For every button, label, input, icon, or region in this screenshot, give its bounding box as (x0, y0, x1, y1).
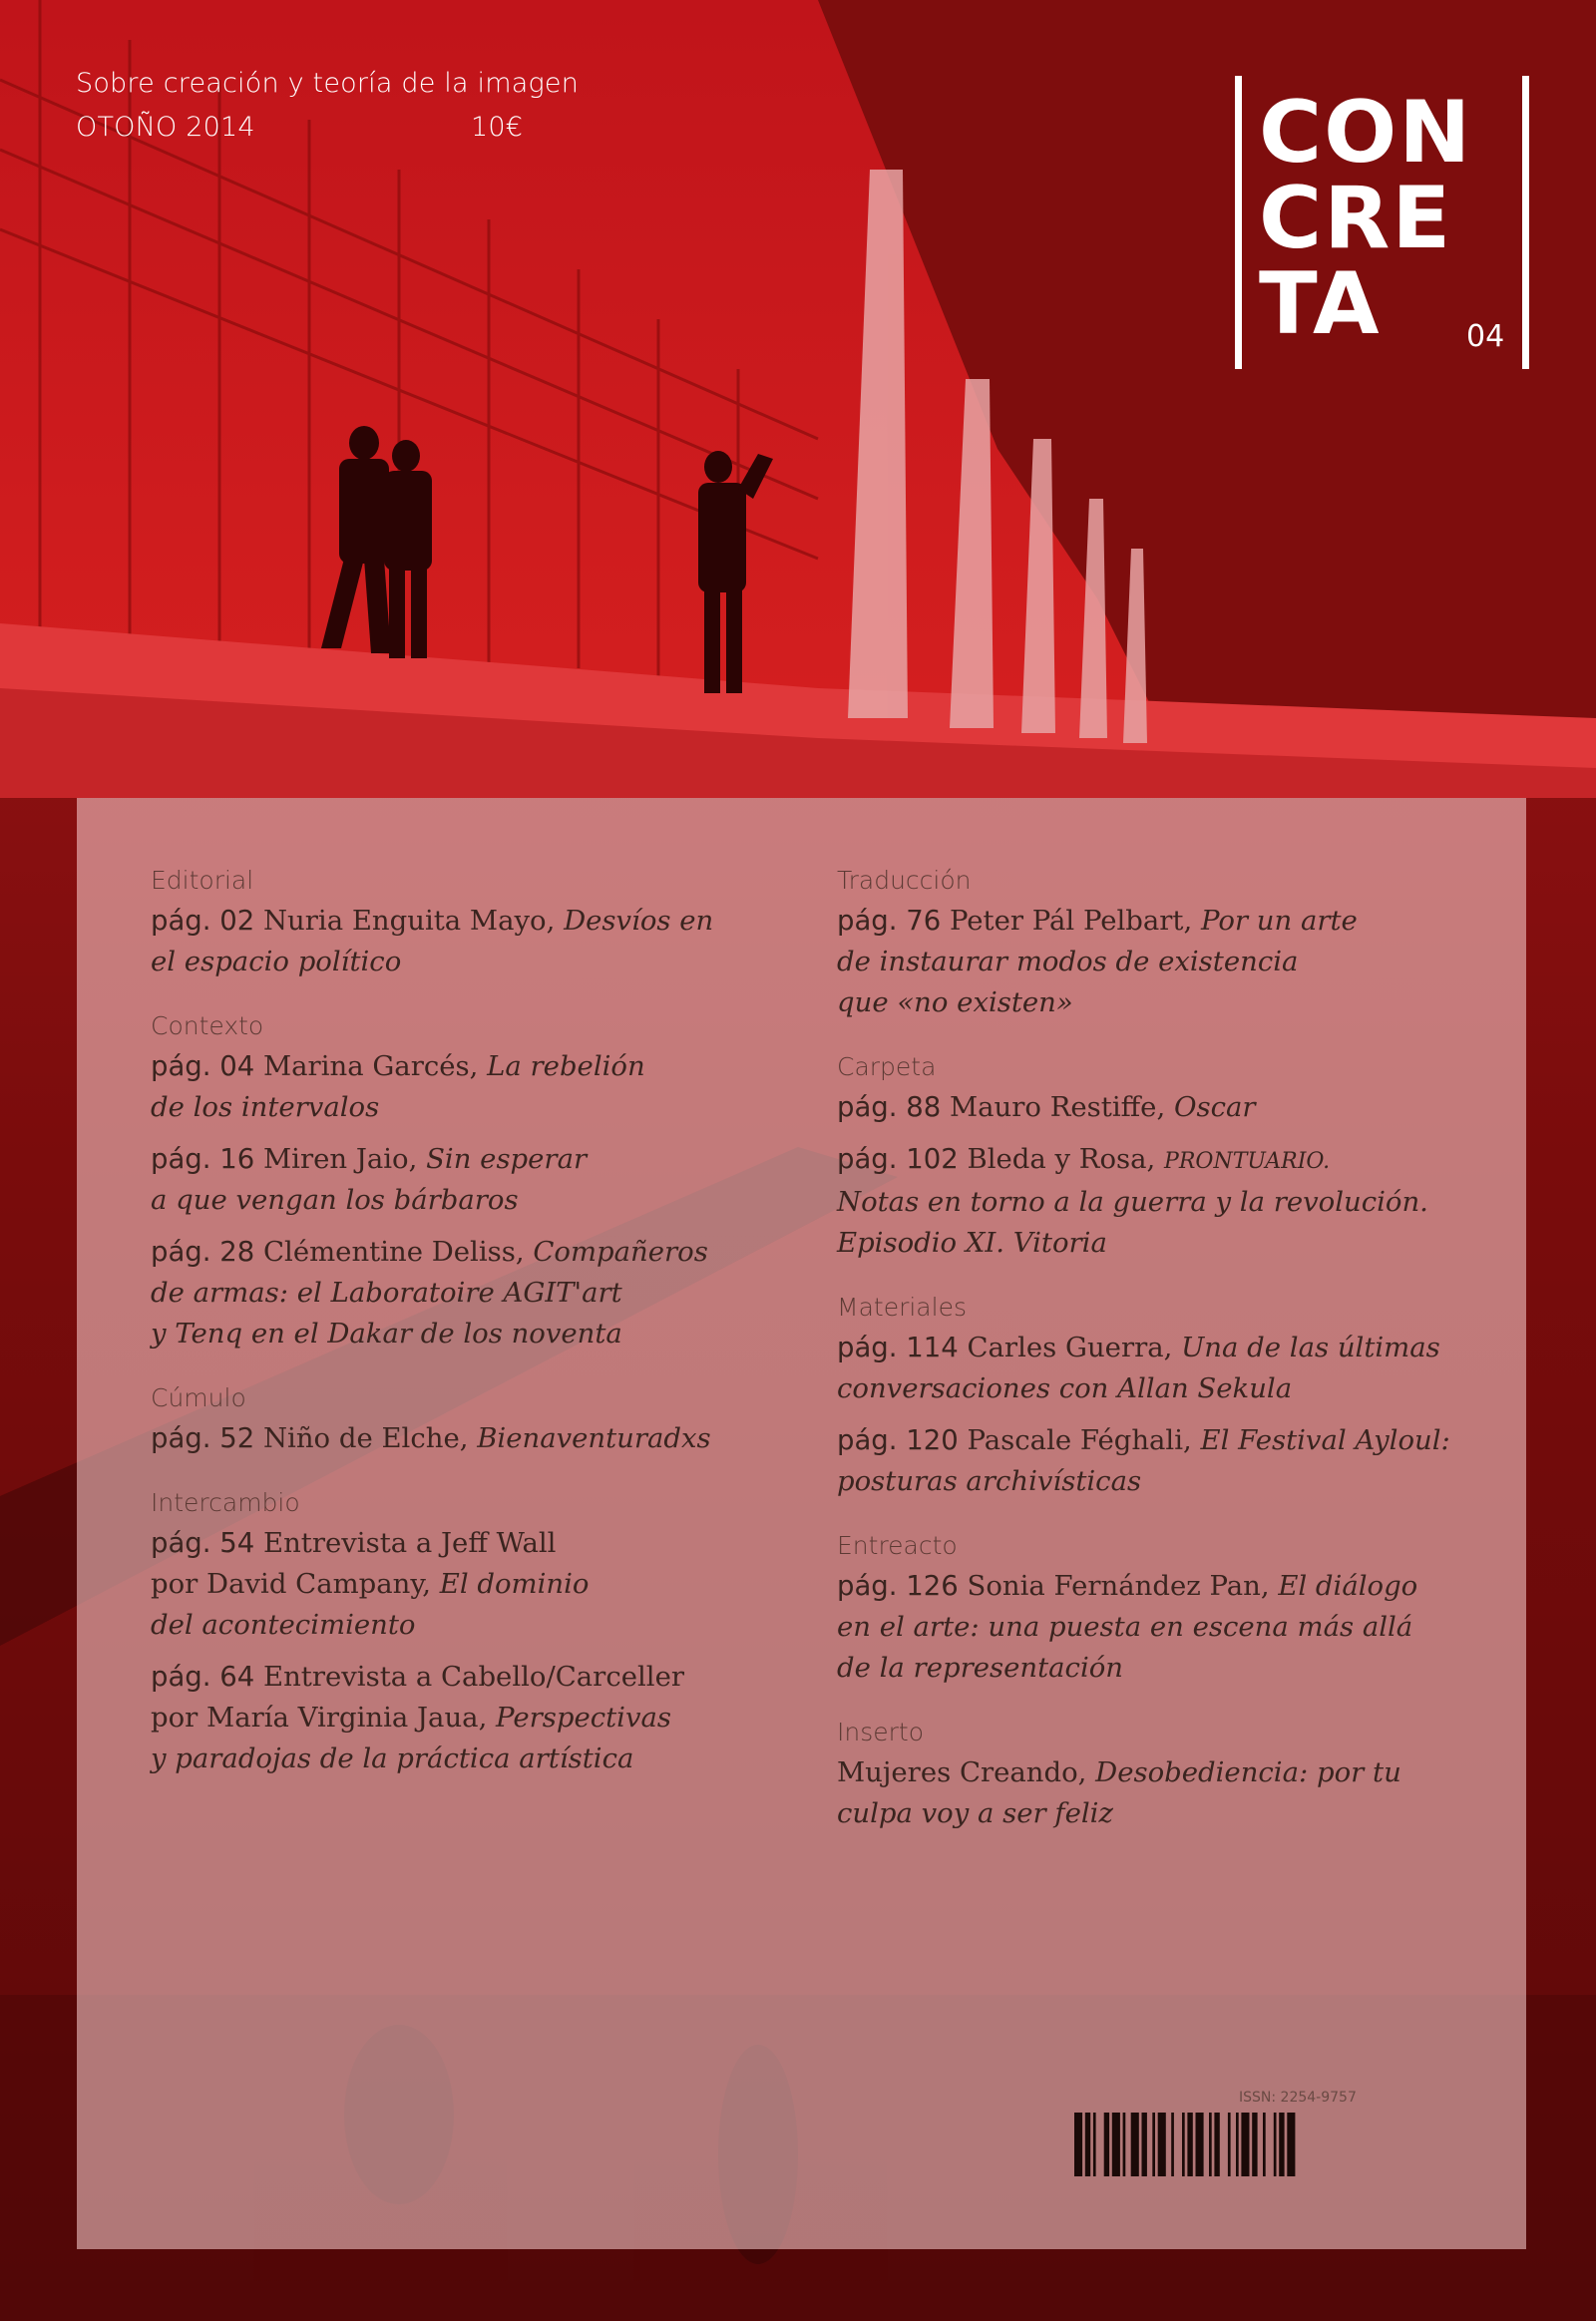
entry-title: en el arte: una puesta en escena más allá (837, 1611, 1413, 1643)
toc-section (837, 1049, 1475, 1264)
page-number: pág. 64 (151, 1661, 255, 1693)
entry-title: El dominio (439, 1568, 590, 1600)
barcode-bar (1104, 2113, 1109, 2176)
barcode-bar (1228, 2113, 1231, 2176)
entry-title: posturas archivísticas (837, 1465, 1142, 1497)
entry-author-line2: por David Campany, (151, 1568, 440, 1600)
page-number: pág. 102 (837, 1143, 959, 1175)
toc-entry (837, 1087, 1475, 1128)
toc-entry (837, 1420, 1475, 1502)
section-title: Intercambio (151, 1488, 300, 1517)
barcode-bar (1187, 2113, 1192, 2176)
toc-section (837, 863, 1475, 1023)
barcode-bar (1131, 2113, 1139, 2176)
entry-title: Compañeros (533, 1236, 708, 1268)
logo-bar-right (1522, 76, 1529, 369)
entry-author: Mujeres Creando, (837, 1756, 1096, 1788)
entry-title: de los intervalos (151, 1091, 380, 1123)
entry-title: a que vengan los bárbaros (151, 1184, 519, 1216)
barcode-bar (1142, 2113, 1147, 2176)
issue-season: OTOÑO 2014 (76, 112, 255, 143)
entry-author: Peter Pál Pelbart, (941, 905, 1201, 937)
section-title: Traducción (837, 866, 972, 895)
logo-line-3: TA (1259, 254, 1382, 354)
page-number: pág. 88 (837, 1091, 942, 1123)
barcode-bar (1158, 2113, 1166, 2176)
barcode-bar (1171, 2113, 1174, 2176)
entry-title: y Tenq en el Dakar de los noventa (151, 1318, 622, 1350)
entry-author: Entrevista a Cabello/Carceller (254, 1661, 685, 1693)
barcode-bar (1274, 2113, 1277, 2176)
entry-author: Entrevista a Jeff Wall (254, 1527, 557, 1559)
entry-title: Por un arte (1200, 905, 1358, 937)
section-title: Carpeta (837, 1052, 937, 1081)
toc-section (837, 1290, 1475, 1502)
entry-title: Episodio XI. Vitoria (837, 1227, 1107, 1259)
entry-author: Pascale Féghali, (958, 1424, 1201, 1456)
entry-author: Carles Guerra, (958, 1332, 1182, 1363)
entry-title: de armas: el Laboratoire AGIT'art (151, 1277, 622, 1309)
entry-title: el espacio político (151, 946, 402, 977)
barcode-bar (1209, 2113, 1212, 2176)
logo-bar-left (1235, 76, 1242, 369)
entry-author: Marina Garcés, (254, 1050, 488, 1082)
barcode-bar (1196, 2113, 1204, 2176)
entry-title: Oscar (1173, 1091, 1256, 1123)
issue-price: 10€ (471, 112, 524, 143)
barcode (1074, 2113, 1456, 2176)
toc-section (151, 1008, 769, 1354)
barcode-bar (1279, 2113, 1284, 2176)
section-title: Entreacto (837, 1531, 958, 1560)
entry-author: Bleda y Rosa, (958, 1143, 1165, 1175)
toc-section (151, 1485, 769, 1779)
barcode-bar (1074, 2113, 1082, 2176)
barcode-bar (1085, 2113, 1090, 2176)
entry-title: de la representación (837, 1652, 1124, 1684)
magazine-tagline: Sobre creación y teoría de la imagen (76, 68, 580, 99)
barcode-bar (1263, 2113, 1266, 2176)
page-number: pág. 02 (151, 905, 255, 937)
toc-entry (837, 1328, 1475, 1409)
entry-author-line2: por María Virginia Jaua, (151, 1702, 497, 1734)
toc-entry (151, 1657, 769, 1779)
section-title: Contexto (151, 1011, 264, 1040)
entry-title: Desobediencia: por tu (1095, 1756, 1401, 1788)
toc-entry (837, 1752, 1475, 1834)
barcode-bar (1236, 2113, 1239, 2176)
section-title: Inserto (837, 1718, 924, 1746)
barcode-bar (1241, 2113, 1249, 2176)
entry-title-smallcaps: PRONTUARIO. (1164, 1149, 1331, 1174)
table-of-contents (77, 798, 1526, 2249)
barcode-bar (1182, 2113, 1185, 2176)
concreta-logo (1235, 76, 1529, 369)
barcode-bar (1152, 2113, 1155, 2176)
page-number: pág. 16 (151, 1143, 255, 1175)
toc-section (151, 1380, 769, 1459)
page-number: pág. 28 (151, 1236, 255, 1268)
entry-title: de instaurar modos de existencia (837, 946, 1299, 977)
entry-author: Mauro Restiffe, (941, 1091, 1174, 1123)
barcode-bar (1252, 2113, 1257, 2176)
entry-title: conversaciones con Allan Sekula (837, 1372, 1293, 1404)
toc-entry (151, 1523, 769, 1646)
entry-title: del acontecimiento (151, 1609, 416, 1641)
entry-title: Notas en torno a la guerra y la revolución. (837, 1186, 1428, 1218)
section-title: Cúmulo (151, 1383, 246, 1412)
entry-author: Sonia Fernández Pan, (958, 1570, 1279, 1602)
toc-entry (837, 901, 1475, 1023)
toc-section (151, 863, 769, 982)
barcode-bar (1123, 2113, 1126, 2176)
entry-title: Una de las últimas (1181, 1332, 1440, 1363)
page-number: pág. 52 (151, 1422, 255, 1454)
section-title: Editorial (151, 866, 254, 895)
entry-title: culpa voy a ser feliz (837, 1797, 1113, 1829)
entry-title: Desvíos en (564, 905, 714, 937)
entry-title: La rebelión (487, 1050, 645, 1082)
page-number: pág. 114 (837, 1332, 959, 1363)
barcode-bar (1214, 2113, 1219, 2176)
entry-title: y paradojas de la práctica artística (151, 1742, 634, 1774)
toc-entry (151, 1139, 769, 1221)
page-number: pág. 126 (837, 1570, 959, 1602)
toc-entry (151, 1418, 769, 1459)
barcode-bar (1093, 2113, 1096, 2176)
entry-title: Perspectivas (496, 1702, 672, 1734)
toc-entry (151, 1046, 769, 1128)
toc-entry (151, 1232, 769, 1354)
barcode-bar (1112, 2113, 1120, 2176)
toc-entry (837, 1139, 1475, 1264)
page-number: pág. 04 (151, 1050, 255, 1082)
entry-author: Nuria Enguita Mayo, (254, 905, 565, 937)
entry-author: Miren Jaio, (254, 1143, 427, 1175)
page-number: pág. 76 (837, 905, 942, 937)
issue-number: 04 (1466, 319, 1505, 354)
toc-section (837, 1715, 1475, 1834)
entry-author: Niño de Elche, (254, 1422, 478, 1454)
logo-line-1: CON (1259, 83, 1473, 183)
issn-number: ISSN: 2254-9757 (1239, 2090, 1357, 2106)
entry-title: Bienaventuradxs (477, 1422, 711, 1454)
entry-title: El diálogo (1278, 1570, 1418, 1602)
barcode-bar (1287, 2113, 1295, 2176)
logo-line-2: CRE (1259, 169, 1453, 268)
entry-title: El Festival Ayloul: (1200, 1424, 1450, 1456)
toc-entry (151, 901, 769, 982)
entry-author: Clémentine Deliss, (254, 1236, 534, 1268)
section-title: Materiales (837, 1293, 967, 1322)
toc-section (837, 1528, 1475, 1689)
entry-title: Sin esperar (426, 1143, 588, 1175)
page-number: pág. 120 (837, 1424, 959, 1456)
toc-column-left (151, 863, 769, 1805)
toc-column-right (837, 863, 1475, 1860)
toc-entry (837, 1566, 1475, 1689)
page-number: pág. 54 (151, 1527, 255, 1559)
entry-title: que «no existen» (837, 986, 1073, 1018)
